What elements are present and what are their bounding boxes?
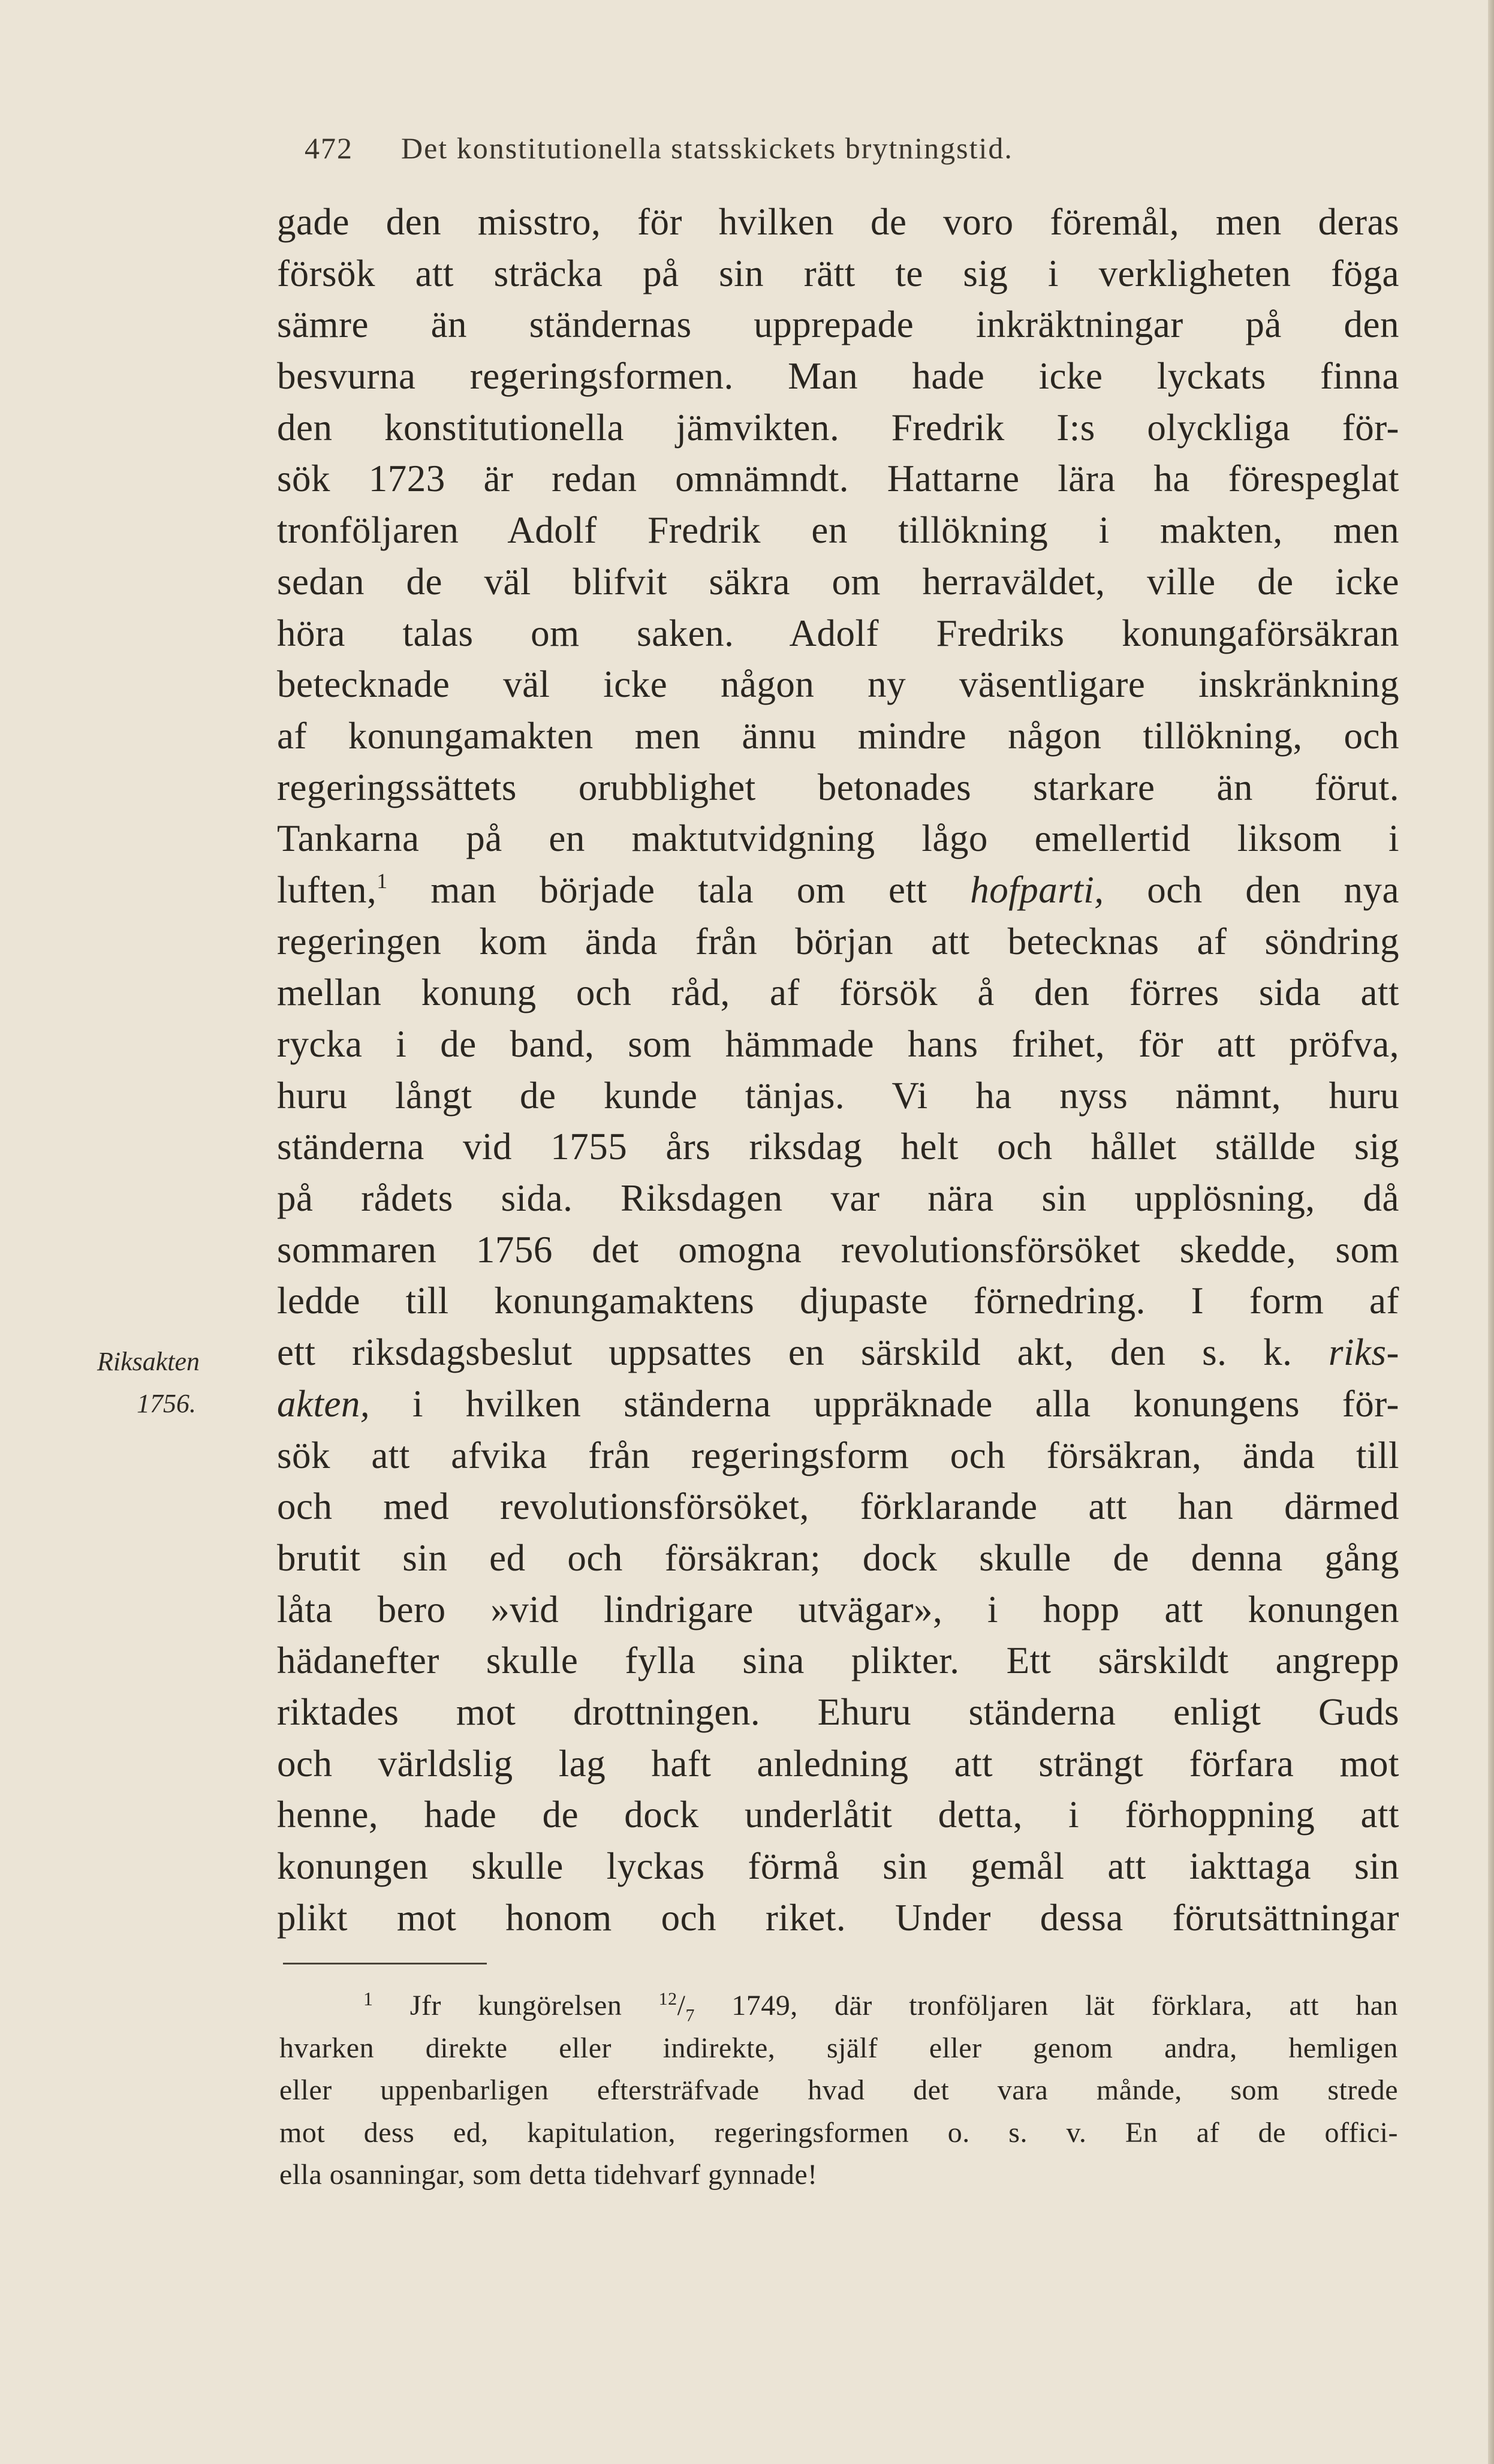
text-line: rycka i de band, som hämmade hans frihet, för att pröfva, bbox=[277, 1023, 1399, 1065]
date-separator: / bbox=[677, 1990, 686, 2021]
margin-note-year: 1756. bbox=[137, 1389, 196, 1418]
text-line: huru långt de kunde tänjas. Vi ha nyss nämnt, huru bbox=[277, 1074, 1399, 1117]
text-line: ledde till konungamaktens djupaste förnedring. I form af bbox=[277, 1280, 1399, 1322]
text-line: henne, hade de dock underlåtit detta, i förhoppning att bbox=[277, 1794, 1399, 1836]
text-line: sommaren 1756 det omogna revolutionsförsöket skedde, som bbox=[277, 1228, 1399, 1271]
footnote-line: ella osanningar, som detta tidehvarf gynnade! bbox=[279, 2159, 818, 2191]
margin-note-label: Riksakten bbox=[97, 1347, 200, 1376]
footnote-line: eller uppenbarligen eftersträfvade hvad det vara månde, som strede bbox=[279, 2074, 1398, 2106]
running-title: Det konstitutionella statsskickets brytningstid. bbox=[401, 131, 1013, 165]
text-line: höra talas om saken. Adolf Fredriks konungaförsäkran bbox=[277, 612, 1399, 654]
text-line: sök att afvika från regeringsform och försäkran, ända till bbox=[277, 1434, 1399, 1476]
text-line: mellan konung och råd, af försök å den förres sida att bbox=[277, 971, 1399, 1014]
margin-note bbox=[97, 1341, 247, 1425]
text-fragment: i hvilken ständerna uppräknade alla konungens för- bbox=[370, 1382, 1399, 1425]
text-line: plikt mot honom och riket. Under dessa förutsättningar bbox=[277, 1896, 1399, 1939]
text-line: tronföljaren Adolf Fredrik en tillökning i makten, men bbox=[277, 509, 1399, 552]
date-numerator: 12 bbox=[658, 1989, 677, 2009]
text-fragment: 1749, där tronföljaren lät förklara, att han bbox=[694, 1990, 1398, 2021]
text-fragment: ett riksdagsbeslut uppsattes en särskild akt, den s. k. bbox=[277, 1331, 1329, 1374]
text-line: betecknade väl icke någon ny väsentligare inskränkning bbox=[277, 663, 1399, 706]
text-line: den konstitutionella jämvikten. Fredrik I:s olyckliga för- bbox=[277, 406, 1399, 449]
text-line: sämre än ständernas upprepade inkräktningar på den bbox=[277, 303, 1399, 346]
page-edge bbox=[1488, 0, 1494, 2464]
text-line-with-footnote-ref bbox=[277, 865, 1399, 916]
text-line: regeringen kom ända från början att betecknas af söndring bbox=[277, 920, 1399, 962]
text-line: gade den misstro, för hvilken de voro föremål, men deras bbox=[277, 201, 1399, 243]
footnote bbox=[279, 1985, 1398, 2197]
date-denominator: 7 bbox=[685, 2005, 695, 2026]
text-line: besvurna regeringsformen. Man hade icke lyckats finna bbox=[277, 355, 1399, 398]
text-line bbox=[277, 1327, 1399, 1379]
italic-term: riks- bbox=[1329, 1331, 1399, 1374]
text-line: låta bero »vid lindrigare utvägar», i hopp att konungen bbox=[277, 1588, 1399, 1630]
text-line: och med revolutionsförsöket, förklarande att han därmed bbox=[277, 1485, 1399, 1528]
text-line: konungen skulle lyckas förmå sin gemål att iakttaga sin bbox=[277, 1845, 1399, 1887]
text-line: Tankarna på en maktutvidgning lågo emellertid liksom i bbox=[277, 817, 1399, 860]
italic-term: akten, bbox=[277, 1382, 371, 1425]
text-line: hädanefter skulle fylla sina plikter. Ett särskildt angrepp bbox=[277, 1639, 1399, 1682]
text-line bbox=[277, 1379, 1399, 1430]
text-line: ständerna vid 1755 års riksdag helt och hållet ställde sig bbox=[277, 1126, 1399, 1168]
footnote-ref: 1 bbox=[376, 868, 388, 893]
text-fragment: Jfr kungörelsen bbox=[373, 1990, 659, 2021]
body-text bbox=[277, 197, 1399, 1943]
text-line: försök att sträcka på sin rätt te sig i verkligheten föga bbox=[277, 252, 1399, 294]
text-fragment: man började tala om ett bbox=[387, 868, 971, 911]
text-line: sedan de väl blifvit säkra om herraväldet, ville de icke bbox=[277, 560, 1399, 603]
footnote-line: hvarken direkte eller indirekte, själf eller genom andra, hemligen bbox=[279, 2032, 1398, 2064]
footnote-divider bbox=[283, 1963, 487, 1964]
text-line: riktades mot drottningen. Ehuru ständerna enligt Guds bbox=[277, 1690, 1399, 1733]
text-line: på rådets sida. Riksdagen var nära sin upplösning, då bbox=[277, 1177, 1399, 1220]
footnote-line: mot dess ed, kapitulation, regeringsformen o. s. v. En af de offici- bbox=[279, 2116, 1398, 2149]
running-head bbox=[305, 131, 1013, 166]
text-line: och världslig lag haft anledning att strängt förfara mot bbox=[277, 1742, 1399, 1785]
italic-term: hofparti, bbox=[970, 868, 1104, 911]
text-line: brutit sin ed och försäkran; dock skulle de denna gång bbox=[277, 1536, 1399, 1579]
text-line: sök 1723 är redan omnämndt. Hattarne lära ha förespeglat bbox=[277, 458, 1399, 500]
page-number: 472 bbox=[305, 131, 353, 165]
text-fragment: och den nya bbox=[1104, 868, 1399, 911]
text-line: af konungamakten men ännu mindre någon tillökning, och bbox=[277, 714, 1399, 757]
text-line: regeringssättets orubblighet betonades starkare än förut. bbox=[277, 766, 1399, 808]
footnote-line: 1 Jfr kungörelsen $^{12}/_7$ 1749, där tronföljaren lät förklara, att han bbox=[363, 1988, 1398, 2026]
text-fragment: luften, bbox=[277, 868, 377, 911]
